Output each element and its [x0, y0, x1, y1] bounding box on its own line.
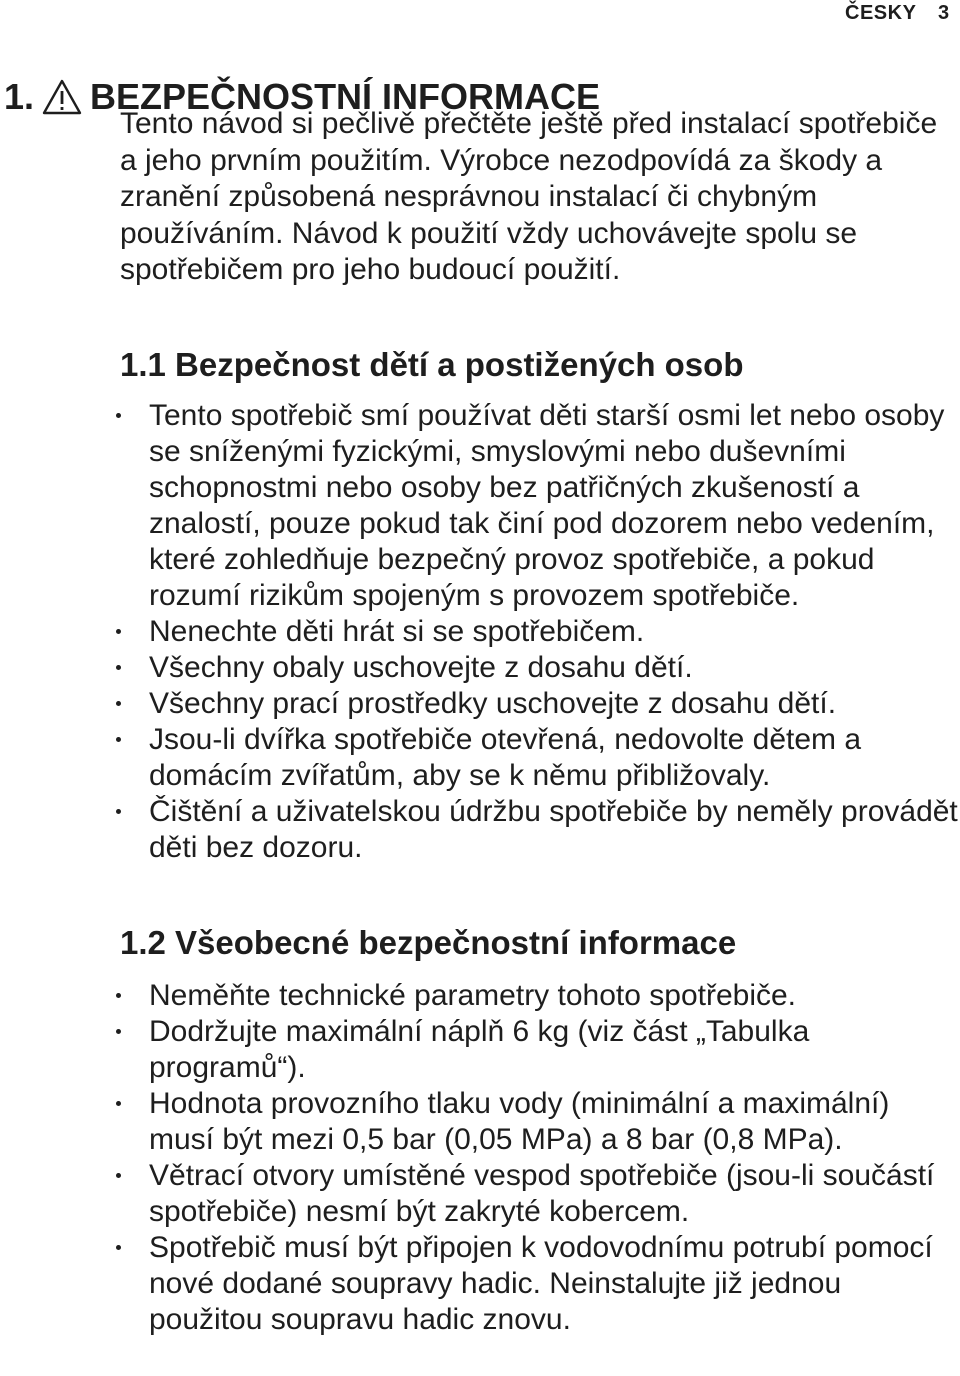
list-item: Spotřebič musí být připojen k vodovodnímu potrubí pomocí nové dodané soupravy hadic. Neinstalujte již jednou použitou soupravu hadic znovu. — [0, 1230, 960, 1338]
list-item: Nenechte děti hrát si se spotřebičem. — [0, 614, 960, 650]
list-item: Všechny prací prostředky uschovejte z dosahu dětí. — [0, 686, 960, 722]
list-item: Čištění a uživatelskou údržbu spotřebiče by neměly provádět děti bez dozoru. — [0, 794, 960, 866]
list-item: Větrací otvory umístěné vespod spotřebiče (jsou-li součástí spotřebiče) nesmí být zakryté kobercem. — [0, 1158, 960, 1230]
general-safety-list — [0, 978, 960, 1338]
list-item: Dodržujte maximální náplň 6 kg (viz část „Tabulka programů“). — [0, 1014, 960, 1086]
page-number: 3 — [938, 2, 950, 24]
chapter-title: BEZPEČNOSTNÍ INFORMACE — [90, 76, 601, 118]
page-header — [0, 2, 960, 30]
section-title-general-safety: 1.2 Všeobecné bezpečnostní informace — [120, 924, 737, 961]
warning-triangle-icon — [42, 79, 82, 115]
child-safety-list — [0, 398, 960, 866]
list-item: Neměňte technické parametry tohoto spotřebiče. — [0, 978, 960, 1014]
list-item: Tento spotřebič smí používat děti starší osmi let nebo osoby se sníženými fyzickými, smyslovými nebo duševními schopnostmi nebo osoby bez patřičných zkušeností a znalostí, pouze pokud tak činí pod dozorem nebo vedením, které zohledňuje bezpečný provoz spotřebiče, a pokud rozumí rizikům spojeným s provozem spotřebiče. — [0, 398, 960, 614]
list-item: Všechny obaly uschovejte z dosahu dětí. — [0, 650, 960, 686]
list-item: Jsou-li dvířka spotřebiče otevřená, nedovolte dětem a domácím zvířatům, aby se k němu přibližovaly. — [0, 722, 960, 794]
language-label: ČESKY — [845, 2, 917, 24]
list-item: Hodnota provozního tlaku vody (minimální a maximální) musí být mezi 0,5 bar (0,05 MPa) a 8 bar (0,8 MPa). — [0, 1086, 960, 1158]
intro-paragraph: Tento návod si pečlivě přečtěte ještě před instalací spotřebiče a jeho prvním použitím. Výrobce nezodpovídá za škody a zranění způsobená nesprávnou instalací či chybným používáním. Návod k použití vždy uchovávejte spolu se spotřebičem pro jeho budoucí použití. — [120, 107, 938, 286]
chapter-number: 1. — [4, 76, 35, 118]
section-title-child-safety: 1.1 Bezpečnost dětí a postižených osob — [120, 346, 744, 383]
